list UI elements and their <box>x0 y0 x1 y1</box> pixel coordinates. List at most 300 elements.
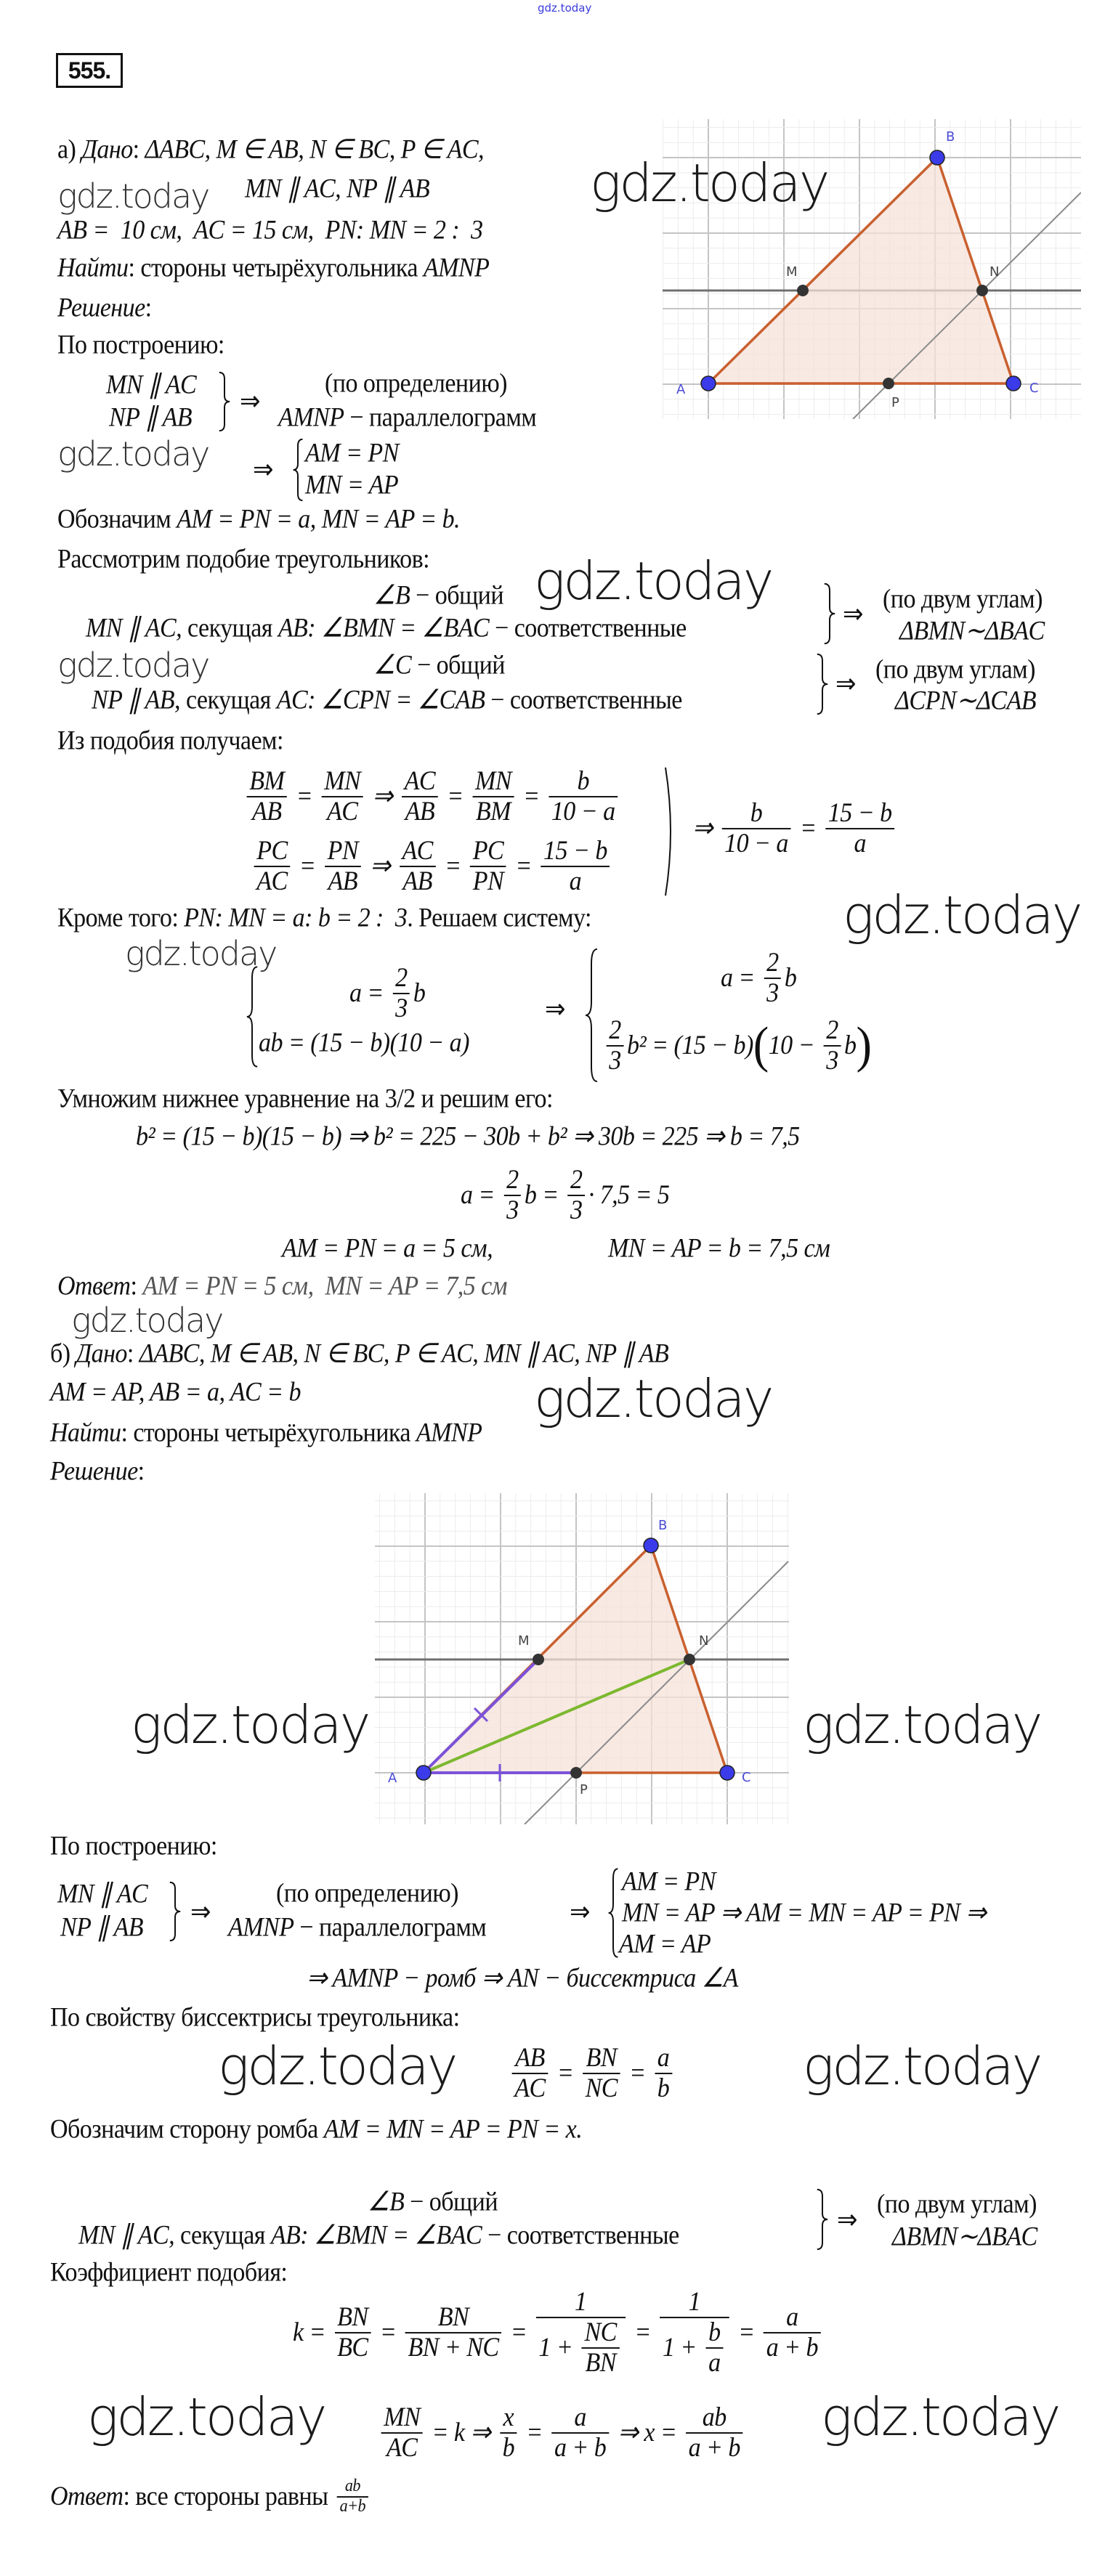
math: ΔBMN∼ΔBAC <box>892 2222 1037 2252</box>
implies-arrow: ⇒ <box>247 455 279 485</box>
text: Из подобия получаем: <box>57 726 283 756</box>
math: AM = PN = a = 5 см, <box>282 1233 493 1264</box>
solution-label: Решение <box>50 1456 138 1487</box>
label-n: N <box>989 264 1000 280</box>
ratio-row-2 <box>251 837 613 896</box>
big-paren: ( <box>753 1017 769 1074</box>
denominator: a + b <box>688 2433 740 2463</box>
math: AM = PN = a, MN = AP = b. <box>177 504 461 535</box>
site-watermark-top: gdz.today <box>538 1 592 15</box>
denominator: BC <box>337 2332 368 2362</box>
text: − общий <box>410 580 503 611</box>
from-similarity <box>57 727 283 757</box>
math: MN = AP = b = 7,5 см <box>608 1233 830 1264</box>
math: k = <box>293 2317 331 2347</box>
denominator: a <box>708 2347 721 2378</box>
big-paren: ) <box>856 1017 872 1074</box>
fraction <box>400 837 436 896</box>
system-row <box>721 948 796 1008</box>
sep: : <box>121 1418 134 1448</box>
math: AB: ∠BMN = ∠BAC <box>278 613 490 643</box>
denominator: AC <box>327 797 358 826</box>
a-given-parallels <box>245 175 429 205</box>
denominator: AB <box>405 797 435 826</box>
reason <box>875 656 1035 686</box>
equals: = <box>520 2417 549 2447</box>
ratio-row-1 <box>243 767 621 826</box>
math: 1 + <box>663 2332 703 2362</box>
numerator: NC <box>582 2318 620 2349</box>
numerator: 1 <box>536 2288 626 2318</box>
a-given-lengths <box>57 216 483 246</box>
text: − соответственные <box>482 2220 679 2251</box>
point-n <box>976 285 988 296</box>
fraction <box>503 1166 521 1225</box>
math: b² = (15 − b) <box>627 1030 753 1060</box>
colon: : <box>145 293 152 323</box>
numerator: x <box>500 2403 517 2434</box>
find-text: стороны четырёхугольника <box>133 1418 416 1448</box>
math: a = <box>461 1179 501 1210</box>
denote-rhombus <box>50 2116 582 2145</box>
watermark: gdz.today <box>534 550 772 612</box>
fraction <box>500 2403 517 2463</box>
text: (по определению) <box>325 368 507 399</box>
b-find-line <box>50 1419 482 1449</box>
numerator: 15 − b <box>825 799 894 829</box>
equals: = <box>290 781 318 811</box>
watermark: gdz.today <box>57 646 209 685</box>
label-b: B <box>946 129 955 145</box>
math: NP ∥ AB, <box>92 685 181 715</box>
text: − параллелограмм <box>294 1912 487 1943</box>
colon: : <box>137 1456 145 1487</box>
equals: = <box>794 813 822 843</box>
watermark: gdz.today <box>57 434 209 474</box>
denominator: 10 − a <box>724 829 788 858</box>
answer-label: Ответ <box>57 1271 131 1301</box>
point-n <box>684 1654 695 1665</box>
denominator: 3 <box>395 994 408 1023</box>
text: секущая <box>182 613 278 643</box>
math: ∠C <box>373 650 412 680</box>
numerator: ab <box>337 2477 368 2498</box>
equals: = <box>509 850 538 881</box>
equals: = <box>441 781 469 811</box>
numerator: BM <box>247 767 287 797</box>
implies <box>247 456 279 486</box>
find-text: стороны четырёхугольника <box>140 253 424 283</box>
equals: = <box>623 2057 652 2088</box>
a-solution-label <box>57 294 152 324</box>
math: PN: MN = a: b = 2 : 3 <box>184 903 408 933</box>
label-c: C <box>1029 381 1039 396</box>
ratio-result <box>687 799 898 858</box>
numerator: MN <box>381 2403 423 2434</box>
sep: : <box>126 1338 139 1369</box>
rhombus-line <box>307 1964 738 1994</box>
vertex-a <box>416 1766 431 1780</box>
right-brace <box>816 654 829 715</box>
denominator: AB <box>402 866 432 896</box>
numerator: MN <box>472 767 514 797</box>
text: (по двум углам) <box>875 654 1035 685</box>
b-answer <box>50 2477 371 2516</box>
numerator: AC <box>400 837 436 867</box>
label-m: M <box>518 1633 530 1649</box>
fraction <box>607 1016 624 1076</box>
numerator: b <box>705 2318 723 2349</box>
fraction <box>825 799 894 858</box>
numerator: 2 <box>567 1166 585 1196</box>
given-label: Дано <box>81 134 133 165</box>
math: MN = AP <box>305 470 399 500</box>
vertex-a <box>701 376 716 391</box>
equals: = <box>732 2317 761 2347</box>
text: Обозначим <box>57 504 177 535</box>
result-1 <box>282 1235 493 1264</box>
find-label: Найти <box>57 253 129 283</box>
part-label: а) <box>57 134 82 165</box>
fraction <box>655 2044 672 2103</box>
text: − параллелограмм <box>344 402 537 433</box>
system-row <box>349 964 425 1023</box>
math: = k ⇒ <box>426 2417 497 2447</box>
point-p <box>883 378 894 389</box>
problem-number: 555. <box>56 53 123 88</box>
text: . Решаем систему: <box>407 903 591 933</box>
denominator: 3 <box>570 1195 583 1225</box>
common-angle <box>373 582 503 612</box>
fraction <box>764 948 781 1008</box>
sep: : <box>130 1271 143 1301</box>
watermark: gdz.today <box>125 934 277 973</box>
fraction <box>549 767 618 826</box>
sep: : <box>128 253 141 283</box>
common-angle <box>373 651 505 681</box>
text: Умножим нижнее уравнение на 3/2 и решим его: <box>57 1084 553 1114</box>
similarity-result <box>899 617 1045 647</box>
by-definition <box>276 1880 458 1909</box>
numerator: PN <box>325 837 361 867</box>
denote-line <box>57 505 460 535</box>
vertex-c <box>720 1766 734 1780</box>
cond-1 <box>106 371 196 401</box>
result-2 <box>608 1235 830 1264</box>
numerator: 15 − b <box>541 837 610 867</box>
a-answer <box>57 1272 507 1302</box>
vertex-b <box>930 150 944 165</box>
numerator: 1 <box>660 2288 729 2318</box>
denominator: a+b <box>339 2497 365 2516</box>
numerator: a <box>764 2303 821 2333</box>
denominator: AB <box>328 866 358 896</box>
numerator: 2 <box>764 948 781 979</box>
cond-1 <box>57 1880 147 1910</box>
numerator: 2 <box>392 964 410 994</box>
left-brace <box>584 948 599 1083</box>
equals: = <box>517 781 546 811</box>
point-m <box>533 1654 544 1665</box>
watermark: gdz.today <box>803 1694 1041 1755</box>
k-line <box>293 2288 824 2378</box>
math: AMNP <box>228 1912 294 1943</box>
text: Кроме того: <box>57 903 185 933</box>
equals: = <box>504 2317 533 2347</box>
math: ∠B <box>368 2187 405 2217</box>
eq-2 <box>622 1899 986 1929</box>
find-math: AMNP <box>423 253 490 283</box>
a-by-construction <box>57 331 224 361</box>
implies-arrow: ⇒ <box>539 994 571 1025</box>
text: − соответственные <box>489 613 687 643</box>
denominator: PN <box>472 866 504 896</box>
numerator: 2 <box>607 1016 624 1047</box>
fraction <box>721 799 790 858</box>
fraction <box>322 767 363 826</box>
text: − общий <box>404 2187 498 2217</box>
fraction <box>470 837 506 896</box>
math: MN ∥ AC <box>106 370 197 400</box>
implies-arrow: ⇒ <box>366 781 399 811</box>
numerator: AC <box>402 767 438 797</box>
multiply-line <box>57 1085 553 1115</box>
b-solution-label <box>50 1458 145 1487</box>
parallelogram-line <box>278 404 536 434</box>
math: b² = (15 − b)(15 − b) ⇒ b² = 225 − 30b + b² ⇒ 30b = 225 ⇒ b = 7,5 <box>136 1121 800 1152</box>
denominator: NC <box>585 2073 618 2103</box>
numerator: BN <box>335 2303 371 2333</box>
fraction <box>381 2403 423 2463</box>
text: Коэффициент подобия: <box>50 2257 288 2288</box>
part-label: б) <box>50 1338 76 1369</box>
eq-2 <box>305 471 398 501</box>
cond-2 <box>109 404 192 434</box>
denominator: 3 <box>766 978 779 1008</box>
watermark: gdz.today <box>71 1301 223 1340</box>
math: ⇒ AMNP − ромб ⇒ AN − биссектриса ∠A <box>307 1963 738 1994</box>
math: b = <box>524 1179 564 1210</box>
eq-1 <box>622 1868 716 1898</box>
math: 10 − <box>768 1030 820 1060</box>
watermark: gdz.today <box>87 2386 325 2447</box>
implies <box>185 1898 216 1928</box>
label-m: M <box>786 264 798 280</box>
math: a = <box>349 978 389 1008</box>
math: · 7,5 = 5 <box>588 1179 670 1210</box>
implies-arrow: ⇒ <box>837 599 869 630</box>
bisector-property <box>50 2004 460 2033</box>
watermark: gdz.today <box>534 1368 772 1429</box>
eq-1 <box>305 439 399 469</box>
solve-line <box>136 1123 800 1153</box>
math: b <box>844 1030 857 1060</box>
equals: = <box>628 2317 657 2347</box>
denominator: AC <box>386 2433 418 2463</box>
math: MN ∥ AC, <box>86 613 182 643</box>
fraction <box>582 2318 620 2378</box>
numerator: PC <box>470 837 506 867</box>
implies-arrow: ⇒ <box>687 813 719 843</box>
text: Рассмотрим подобие треугольников: <box>57 544 430 574</box>
label-b: B <box>658 1518 668 1533</box>
math: AM = AP <box>619 1929 711 1959</box>
point-m <box>797 285 809 296</box>
fraction <box>247 767 287 826</box>
final-line <box>378 2403 746 2463</box>
right-brace <box>816 2189 829 2250</box>
sep: : <box>132 134 145 165</box>
math: AM = PN <box>622 1866 716 1897</box>
corresponding-angles <box>86 614 687 644</box>
denominator: AC <box>256 866 288 896</box>
fraction <box>536 2288 626 2378</box>
label-p: P <box>580 1782 588 1797</box>
math: AMNP <box>278 402 344 433</box>
text: Обозначим сторону ромба <box>50 2114 324 2145</box>
implies <box>831 2206 863 2236</box>
numerator: ab <box>686 2403 743 2434</box>
text: (по определению) <box>276 1878 458 1909</box>
text: По построению: <box>50 1831 217 1861</box>
right-brace <box>823 583 836 644</box>
denominator: a <box>569 866 582 896</box>
consider-line <box>57 545 429 575</box>
right-brace <box>218 372 231 431</box>
implies-arrow: ⇒ <box>831 2205 863 2235</box>
fraction <box>567 1166 585 1225</box>
math: AB: ∠BMN = ∠BAC <box>270 2220 482 2251</box>
implies <box>564 1898 596 1928</box>
given-math: MN ∥ AC, NP ∥ AB <box>245 174 430 204</box>
math: AC: ∠CPN = ∠CAB <box>276 685 485 715</box>
fraction <box>551 2403 609 2463</box>
denominator <box>660 2318 729 2378</box>
text: (по двум углам) <box>883 584 1043 614</box>
similarity-result <box>892 2223 1037 2253</box>
fraction <box>325 837 361 896</box>
watermark: gdz.today <box>57 176 209 216</box>
given-math: ΔABC, M ∈ AB, N ∈ BC, P ∈ AC, MN ∥ AC, NP ∥ AB <box>139 1338 669 1369</box>
text: − общий <box>411 650 505 680</box>
label-a: A <box>676 382 686 397</box>
b-by-construction <box>50 1832 217 1862</box>
watermark: gdz.today <box>590 153 828 214</box>
fraction <box>541 837 610 896</box>
watermark: gdz.today <box>131 1694 369 1755</box>
implies-arrow: ⇒ <box>185 1897 216 1927</box>
right-brace <box>169 1882 182 1941</box>
equals: = <box>373 2317 402 2347</box>
equals: = <box>551 2057 580 2088</box>
point-p <box>570 1767 582 1779</box>
fraction <box>405 2303 501 2362</box>
denominator: AB <box>252 797 282 826</box>
denominator: a + b <box>554 2433 607 2463</box>
denominator: BN + NC <box>408 2332 499 2362</box>
numerator: BN <box>583 2044 620 2074</box>
label-p: P <box>891 395 899 410</box>
implies-arrow: ⇒ <box>564 1897 596 1927</box>
denominator: AC <box>514 2073 546 2103</box>
math: NP ∥ AB <box>60 1912 144 1943</box>
denominator: 10 − a <box>551 797 615 826</box>
fraction <box>392 964 410 1023</box>
denominator <box>536 2318 626 2378</box>
fraction <box>705 2318 723 2378</box>
b-given-line-2 <box>50 1378 301 1408</box>
fraction <box>472 767 514 826</box>
answer-fraction <box>337 2477 368 2516</box>
math: ΔBMN∼ΔBAC <box>899 616 1045 646</box>
denominator: 3 <box>826 1046 838 1076</box>
find-math: AMNP <box>416 1418 482 1448</box>
text: По построению: <box>57 330 224 360</box>
watermark: gdz.today <box>803 2036 1041 2097</box>
math: 1 + <box>538 2332 579 2362</box>
watermark: gdz.today <box>821 2386 1059 2447</box>
implies <box>234 388 266 418</box>
label-n: N <box>699 1633 709 1649</box>
implies-arrow: ⇒ <box>830 669 862 699</box>
similarity-result <box>895 687 1036 717</box>
implies <box>830 670 862 700</box>
label-a: A <box>388 1771 397 1786</box>
implies <box>837 601 869 630</box>
equals: = <box>293 850 322 881</box>
watermark: gdz.today <box>843 885 1081 946</box>
bisector-ratio <box>509 2044 676 2103</box>
common-angle <box>368 2188 498 2218</box>
numerator: b <box>549 767 618 797</box>
system-row <box>259 1029 469 1059</box>
left-brace <box>607 1868 619 1958</box>
left-brace <box>292 439 304 501</box>
math: NP ∥ AB <box>109 402 193 433</box>
math: b <box>413 978 426 1008</box>
numerator: MN <box>322 767 363 797</box>
numerator: BN <box>405 2303 501 2333</box>
implies <box>539 996 571 1025</box>
given-math: ΔABC, M ∈ AB, N ∈ BC, P ∈ AC, <box>145 134 485 165</box>
given-math: AM = AP, AB = a, AC = b <box>50 1377 301 1407</box>
numerator: PC <box>254 837 291 867</box>
right-paren <box>663 766 677 897</box>
numerator: a <box>551 2403 609 2434</box>
math: AM = MN = AP = PN = x. <box>323 2114 583 2145</box>
fraction <box>512 2044 549 2103</box>
math: MN ∥ AC, <box>78 2220 175 2251</box>
implies-arrow: ⇒ <box>234 386 266 417</box>
math: ∠B <box>373 580 410 611</box>
denominator: 3 <box>609 1046 621 1076</box>
fraction <box>402 767 438 826</box>
denominator: a + b <box>766 2332 819 2362</box>
besides-line <box>57 904 591 934</box>
denominator: b <box>502 2433 515 2463</box>
triangle-figure-b <box>375 1493 789 1824</box>
fraction <box>824 1016 841 1076</box>
denominator: 3 <box>506 1195 519 1225</box>
given-label: Дано <box>76 1338 127 1369</box>
fraction <box>583 2044 620 2103</box>
watermark: gdz.today <box>218 2036 456 2097</box>
numerator: a <box>655 2044 672 2074</box>
text: (по двум углам) <box>877 2189 1037 2219</box>
text: По свойству биссектрисы треугольника: <box>50 2002 460 2033</box>
vertex-c <box>1006 376 1021 391</box>
fraction <box>686 2403 743 2463</box>
